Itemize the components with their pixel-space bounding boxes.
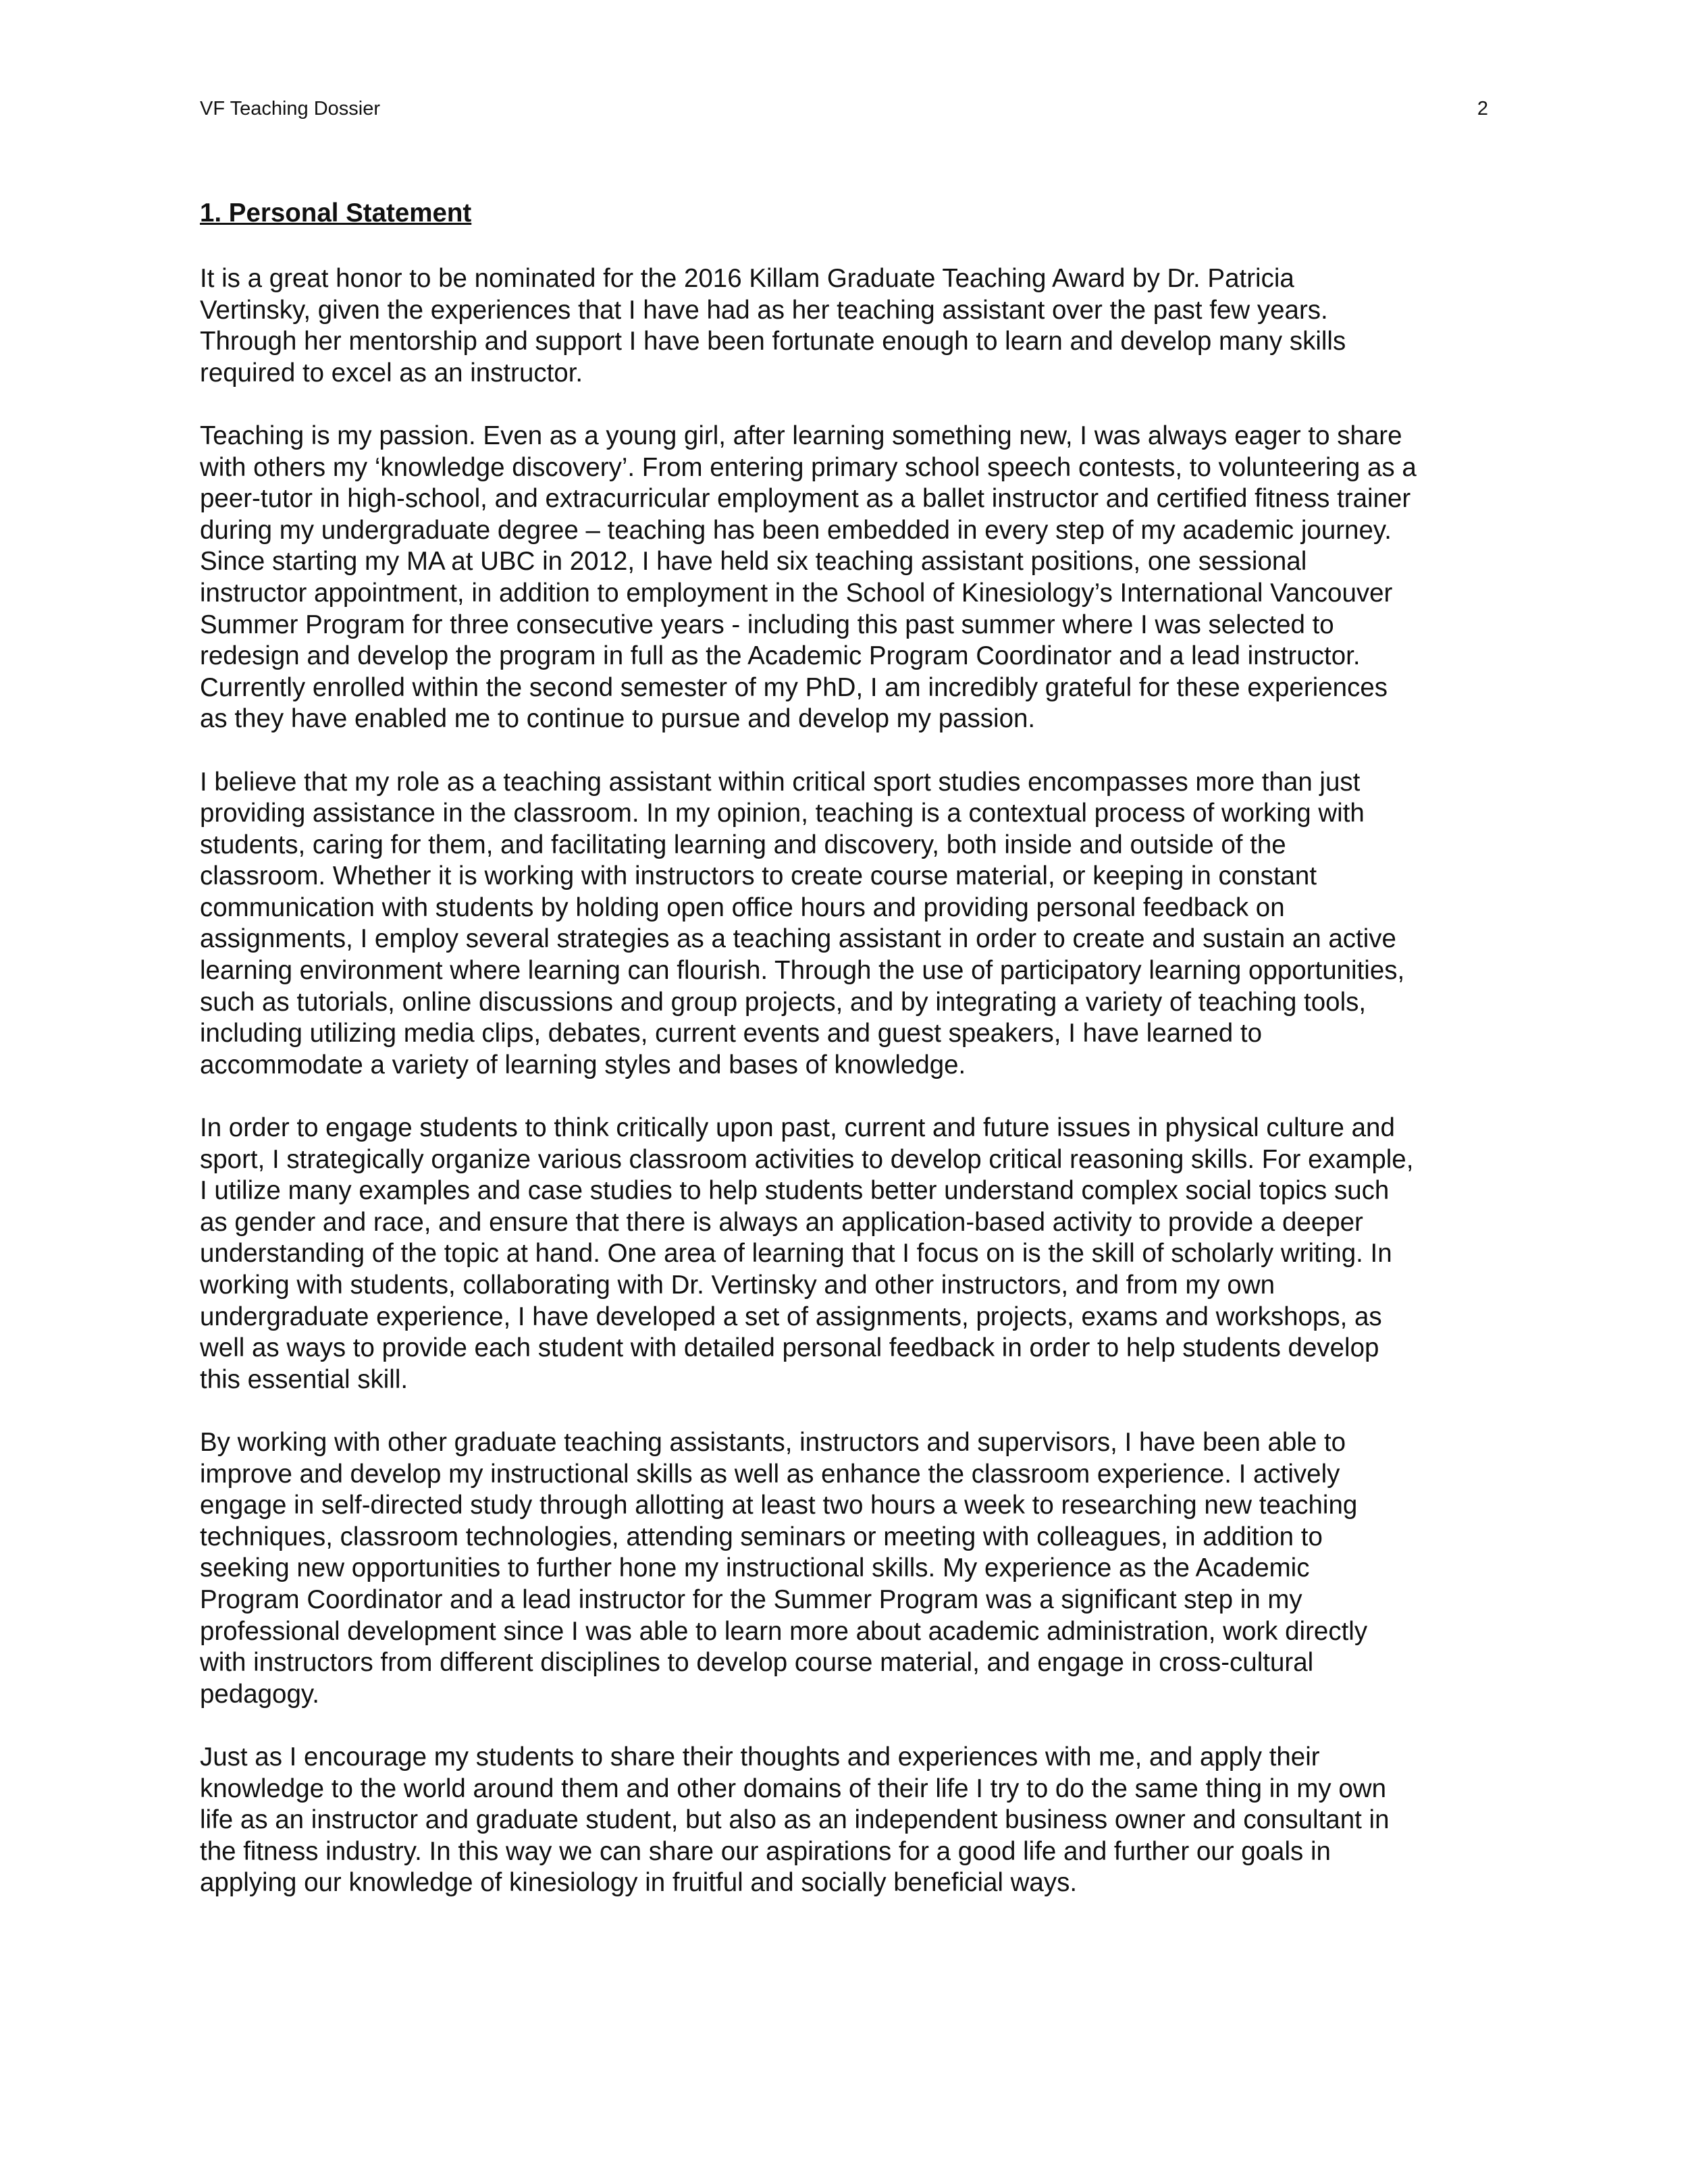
paragraph-nomination: It is a great honor to be nominated for the 2016 Killam Graduate Teaching Award by Dr. Patricia Vertinsky, given the experiences that I have had as her teaching assistant over the past few years. Through her mentorship and support I have been fortunate enough to learn and develop many skills required to excel as an instructor. xyxy=(200,264,1346,388)
paragraph-closing: Just as I encourage my students to share their thoughts and experiences with me, and apply their knowledge to the world around them and other domains of their life I try to do the same thing in my own life as an instructor and graduate student, but also as an independent business owner and consultant in the fitness industry. In this way we can share our aspirations for a good life and further our goals in applying our knowledge of kinesiology in fruitful and socially beneficial ways. xyxy=(200,1742,1390,1898)
statement-body xyxy=(200,263,1496,1930)
running-header xyxy=(200,97,1488,120)
paragraph-passion: Teaching is my passion. Even as a young girl, after learning something new, I was always eager to share with others my ‘knowledge discovery’. From entering primary school speech contests, to volunteering as a peer-tutor in high-school, and extracurricular employment as a ballet instructor and certified fitness trainer during my undergraduate degree – teaching has been embedded in every step of my academic journey. Since starting my MA at UBC in 2012, I have held six teaching assistant positions, one sessional instructor appointment, in addition to employment in the School of Kinesiology’s International Vancouver Summer Program for three consecutive years - including this past summer where I was selected to redesign and develop the program in full as the Academic Program Coordinator and a lead instructor. Currently enrolled within the second semester of my PhD, I am incredibly grateful for these experiences as they have enabled me to continue to pursue and develop my passion. xyxy=(200,421,1417,734)
page-number: 2 xyxy=(1477,98,1488,119)
section-heading: 1. Personal Statement xyxy=(200,198,472,228)
paragraph-role: I believe that my role as a teaching assistant within critical sport studies encompasses more than just providing assistance in the classroom. In my opinion, teaching is a contextual process of working with students, caring for them, and facilitating learning and discovery, both inside and outside of the classroom. Whether it is working with instructors to create course material, or keeping in constant communication with students by holding open office hours and providing personal feedback on assignments, I employ several strategies as a teaching assistant in order to create and sustain an active learning environment where learning can flourish. Through the use of participatory learning opportunities, such as tutorials, online discussions and group projects, and by integrating a variety of teaching tools, including utilizing media clips, debates, current events and guest speakers, I have learned to accommodate a variety of learning styles and bases of knowledge. xyxy=(200,767,1405,1080)
paragraph-critical-thinking: In order to engage students to think critically upon past, current and future issues in physical culture and sport, I strategically organize various classroom activities to develop critical reasoning skills. For example, I utilize many examples and case studies to help students better understand complex social topics such as gender and race, and ensure that there is always an application-based activity to provide a deeper understanding of the topic at hand. One area of learning that I focus on is the skill of scholarly writing. In working with students, collaborating with Dr. Vertinsky and other instructors, and from my own undergraduate experience, I have developed a set of assignments, projects, exams and workshops, as well as ways to provide each student with detailed personal feedback in order to help students develop this essential skill. xyxy=(200,1113,1414,1394)
running-title: VF Teaching Dossier xyxy=(200,98,381,119)
paragraph-development: By working with other graduate teaching assistants, instructors and supervisors, I have been able to improve and develop my instructional skills as well as enhance the classroom experience. I actively engage in self-directed study through allotting at least two hours a week to researching new teaching techniques, classroom technologies, attending seminars or meeting with colleagues, in addition to seeking new opportunities to further hone my instructional skills. My experience as the Academic Program Coordinator and a lead instructor for the Summer Program was a significant step in my professional development since I was able to learn more about academic administration, work directly with instructors from different disciplines to develop course material, and engage in cross-cultural pedagogy. xyxy=(200,1427,1368,1709)
